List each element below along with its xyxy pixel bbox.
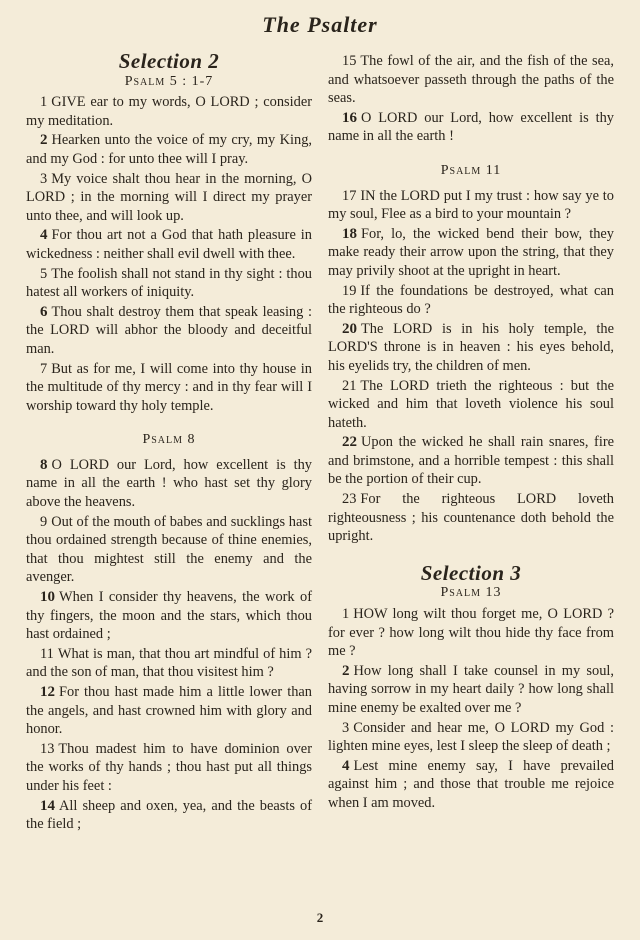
- verse-number: 8: [40, 456, 48, 473]
- verse: [26, 740, 312, 796]
- right-column: [328, 52, 614, 814]
- verse-text: O LORD our Lord, how excellent is thy name in all the earth !: [328, 109, 614, 145]
- verse-text: GIVE ear to my words, O LORD ; consider my meditation.: [26, 94, 312, 129]
- page-number: 2: [316, 910, 324, 925]
- psalm-reference: Psalm 11: [440, 162, 502, 178]
- verse: [26, 797, 312, 834]
- selection-title: Selection 2: [118, 49, 220, 73]
- verse: [26, 588, 312, 644]
- verse: [26, 265, 312, 302]
- verse-text: Out of the mouth of babes and sucklings hast thou ordained strength because of thine enemies, that thou mightest still the enemy and the avenger.: [26, 513, 312, 586]
- verse-text: All sheep and oxen, yea, and the beasts of the field ;: [26, 797, 312, 833]
- verse-number: 15: [342, 53, 357, 69]
- verse-text: For, lo, the wicked bend their bow, they make ready their arrow upon the string, that they may privily shoot at the upright in heart.: [328, 225, 614, 279]
- verse: [26, 683, 312, 739]
- verse: [26, 303, 312, 359]
- page-header: The Psalter: [262, 12, 378, 37]
- verse-number: 17: [342, 187, 357, 204]
- verse-list: [26, 456, 312, 834]
- verse-number: 21: [342, 377, 357, 394]
- verse: [26, 170, 312, 226]
- verse: [328, 225, 614, 281]
- verse: [328, 52, 614, 108]
- verse: [328, 757, 614, 813]
- verse-list: [26, 93, 312, 415]
- verse-text: How long shall I take counsel in my soul, having sorrow in my heart daily ? how long shall mine enemy be exalted over me ?: [328, 662, 614, 716]
- verse-number: 22: [342, 434, 357, 451]
- verse-text: But as for me, I will come into thy house in the multitude of thy mercy : and in thy fear will I worship toward thy holy temple.: [26, 360, 312, 414]
- verse-number: 2: [342, 662, 350, 679]
- verse-text: The LORD is in his holy temple, the LORD'S throne is in heaven : his eyes behold, his eyelids try, the children of men.: [328, 320, 614, 374]
- verse-number: 4: [342, 757, 350, 774]
- verse-list: [328, 52, 614, 146]
- verse-text: HOW long wilt thou forget me, O LORD ? for ever ? how long wilt thou hide thy face from me ?: [328, 606, 614, 660]
- verse: [328, 282, 614, 319]
- verse-number: 13: [40, 740, 55, 757]
- verse-text: For thou hast made him a little lower than the angels, and hast crowned him with glory and honor.: [26, 684, 312, 738]
- verse-text: Thou shalt destroy them that speak leasing : the LORD will abhor the bloody and deceitful man.: [26, 303, 312, 357]
- verse-number: 20: [342, 320, 357, 337]
- verse-number: 10: [40, 589, 55, 606]
- verse: [328, 377, 614, 433]
- verse-text: IN the LORD put I my trust : how say ye to my soul, Flee as a bird to your mountain ?: [328, 187, 614, 223]
- verse: [26, 360, 312, 416]
- verse-number: 14: [40, 797, 55, 814]
- verse-text: Consider and hear me, O LORD my God : lighten mine eyes, lest I sleep the sleep of death ;: [328, 719, 614, 755]
- verse-text: Upon the wicked he shall rain snares, fire and brimstone, and a horrible tempest : this shall be the portion of their cup.: [328, 434, 614, 488]
- verse-text: For thou art not a God that hath pleasure in wickedness : neither shall evil dwell with thee.: [26, 227, 312, 262]
- left-column: [26, 49, 312, 835]
- verse-number: 11: [40, 645, 54, 662]
- verse-text: When I consider thy heavens, the work of thy fingers, the moon and the stars, which thou hast ordained ;: [26, 589, 312, 643]
- verse-number: 7: [40, 360, 48, 377]
- verse-text: Hearken unto the voice of my cry, my King, and my God : for unto thee will I pray.: [26, 132, 312, 167]
- psalm-reference: Psalm 8: [142, 432, 196, 448]
- verse-number: 19: [342, 282, 357, 299]
- verse-number: 18: [342, 225, 357, 242]
- verse-number: 3: [342, 719, 350, 736]
- verse: [328, 187, 614, 224]
- verse-number: 23: [342, 491, 357, 508]
- verse-text: For the righteous LORD loveth righteousness ; his countenance doth behold the upright.: [328, 491, 614, 545]
- verse: [328, 109, 614, 146]
- verse-number: 3: [40, 170, 48, 187]
- verse-text: What is man, that thou art mindful of him ? and the son of man, that thou visitest him ?: [26, 645, 312, 681]
- selection-title: Selection 3: [420, 560, 522, 585]
- verse-list: [328, 187, 614, 546]
- verse-text: The fowl of the air, and the fish of the sea, and whatsoever passeth through the paths of the seas.: [328, 53, 614, 107]
- verse: [328, 605, 614, 661]
- verse-text: Lest mine enemy say, I have prevailed against him ; and those that trouble me rejoice when I am moved.: [328, 757, 614, 811]
- verse: [328, 320, 614, 376]
- verse: [26, 513, 312, 587]
- verse-number: 2: [40, 132, 48, 149]
- verse: [26, 93, 312, 130]
- verse-text: The LORD trieth the righteous : but the wicked and him that loveth violence his soul hateth.: [328, 377, 614, 431]
- verse-number: 12: [40, 684, 55, 700]
- verse-number: 4: [40, 227, 48, 244]
- psalm-reference: Psalm 13: [440, 585, 502, 601]
- verse: [26, 131, 312, 168]
- verse-number: 1: [40, 94, 48, 111]
- verse-number: 16: [342, 109, 357, 126]
- verse: [26, 645, 312, 682]
- verse-number: 9: [40, 513, 48, 530]
- verse: [328, 490, 614, 546]
- verse-text: The foolish shall not stand in thy sight : thou hatest all workers of iniquity.: [26, 265, 312, 301]
- psalm-reference: Psalm 5 : 1-7: [124, 73, 214, 89]
- verse-list: [328, 605, 614, 813]
- verse: [26, 226, 312, 263]
- verse-text: My voice shalt thou hear in the morning, O LORD ; in the morning will I direct my prayer unto thee, and will look up.: [26, 170, 312, 224]
- verse-text: If the foundations be destroyed, what can the righteous do ?: [328, 282, 614, 318]
- verse-number: 1: [342, 606, 350, 623]
- verse: [26, 456, 312, 512]
- verse-text: Thou madest him to have dominion over the works of thy hands ; thou hast put all things under his feet :: [26, 740, 312, 794]
- verse: [328, 433, 614, 489]
- verse-number: 5: [40, 265, 48, 282]
- verse-text: O LORD our Lord, how excellent is thy name in all the earth ! who hast set thy glory above the heavens.: [26, 456, 312, 511]
- verse: [328, 719, 614, 756]
- verse-number: 6: [40, 303, 48, 320]
- verse: [328, 662, 614, 718]
